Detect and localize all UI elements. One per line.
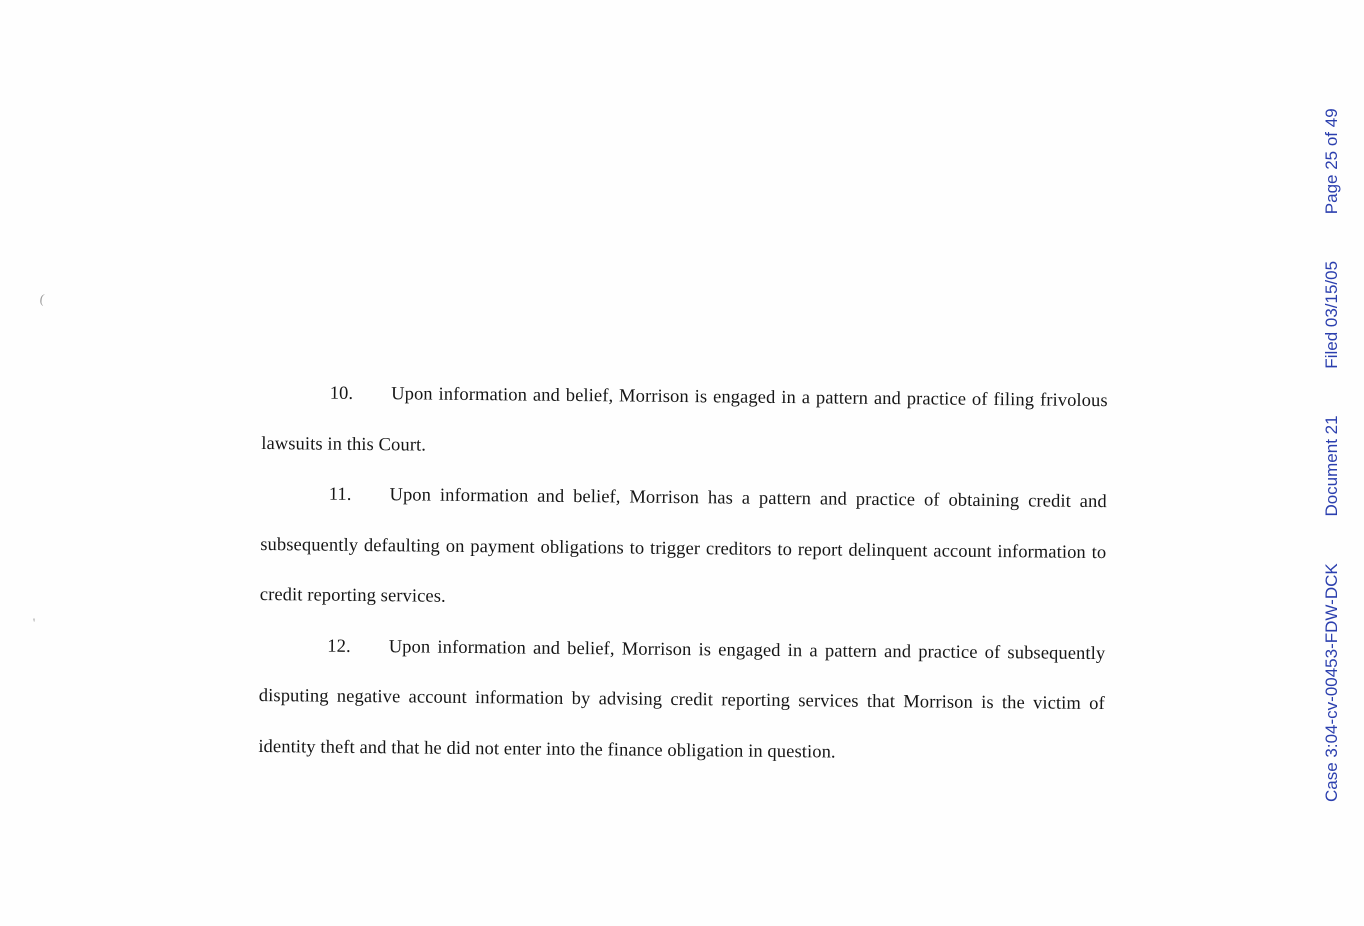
stamp-document-number: Document 21: [1322, 415, 1341, 517]
document-body: [258, 368, 1108, 780]
scan-artifact: ': [32, 614, 36, 631]
paragraph-12: [258, 620, 1105, 780]
stamp-page-number: Page 25 of 49: [1322, 108, 1341, 215]
scan-artifact: (: [38, 290, 46, 307]
case-stamp: [1322, 108, 1342, 802]
stamp-case-number: Case 3:04-cv-00453-FDW-DCK: [1322, 563, 1341, 802]
paragraph-number: 10.: [329, 383, 354, 404]
paragraph-text: Upon information and belief, Morrison is engaged in a pattern and practice of subsequently disputing negative account information by advising credit reporting services that Morrison is the victim of identity theft and that he did not enter into the finance obligation in question.: [258, 636, 1106, 763]
stamp-filed-date: Filed 03/15/05: [1322, 260, 1341, 369]
paragraph-number: 11.: [328, 484, 352, 505]
paragraph-text: Upon information and belief, Morrison has a pattern and practice of obtaining credit and subsequently defaulting on payment obligations to trigger creditors to report delinquent account information to credit reporting services.: [259, 485, 1107, 607]
paragraph-number: 12.: [327, 636, 351, 657]
paragraph-10: [261, 368, 1108, 477]
paragraph-text: Upon information and belief, Morrison is engaged in a pattern and practice of filing frivolous lawsuits in this Court.: [261, 384, 1108, 456]
paragraph-11: [260, 469, 1107, 629]
